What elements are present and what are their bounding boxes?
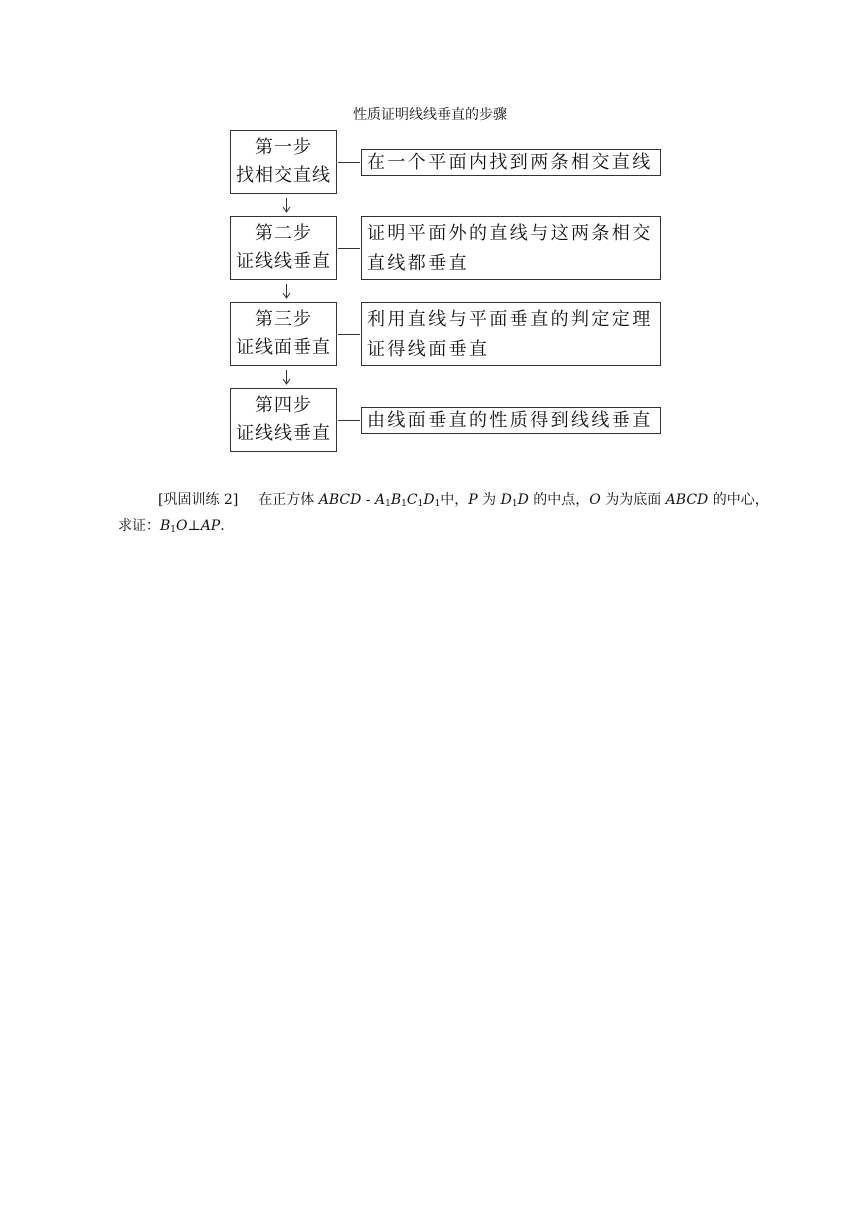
step-1-description-text: 在一个平面内找到两条相交直线 [367,152,653,173]
step-3-connector [338,334,360,335]
step-1-heading: 第一步 [255,137,312,158]
step-2-description-line1: 证明平面外的直线与这两条相交 [367,223,653,244]
step-2-description-line2: 直线都垂直 [367,253,469,274]
exercise-line-1: [巩固训练 2] 在正方体 ABCD - $A_1B_1C_1D_1$中，P 为 $D_1D$ 的中点，O 为为底面 ABCD 的中心， [158,492,769,509]
step-3-name: 证线面垂直 [236,337,331,358]
step-1-description [361,149,661,176]
step-3-description [361,302,661,366]
step-3-description-line1: 利用直线与平面垂直的判定定理 [367,309,653,330]
step-3-heading: 第三步 [255,309,312,330]
step-4-name: 证线线垂直 [236,423,331,444]
down-arrow-icon [282,284,291,299]
step-4-heading: 第四步 [255,395,312,416]
step-4-description-text: 由线面垂直的性质得到线线垂直 [367,410,653,431]
step-3-description-line2: 证得线面垂直 [367,339,490,360]
exercise-label: [巩固训练 2] [158,492,239,508]
down-arrow-icon [282,370,291,385]
exercise-paragraph [118,487,769,539]
step-1-connector [338,162,360,163]
step-2-box [230,216,337,280]
step-4-box [230,388,337,452]
step-2-connector [338,248,360,249]
step-1-name: 找相交直线 [236,165,331,186]
step-3-box [230,302,337,366]
step-4-connector [338,420,360,421]
down-arrow-icon [282,198,291,213]
step-2-heading: 第二步 [255,223,312,244]
step-4-description [361,407,661,434]
step-2-name: 证线线垂直 [236,251,331,272]
step-2-description [361,216,661,280]
step-1-box [230,130,337,194]
exercise-line-2: 求证：$B_1O\perp AP$. [118,518,225,535]
diagram-title: 性质证明线线垂直的步骤 [353,107,507,123]
